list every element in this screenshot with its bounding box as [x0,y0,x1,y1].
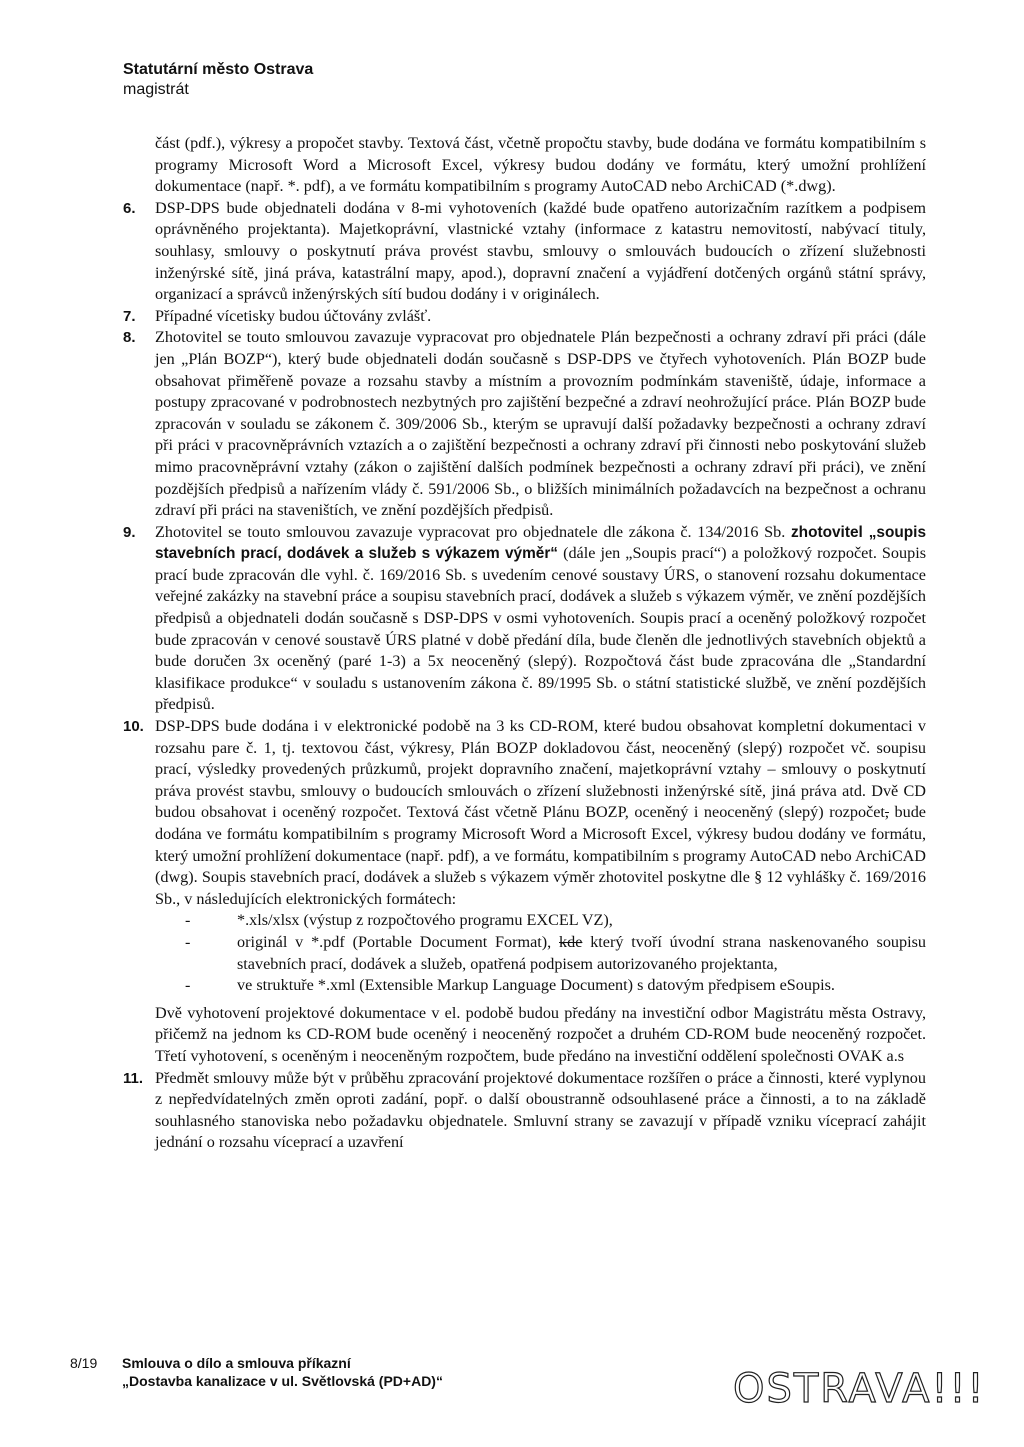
item-text-b: (dále jen „Soupis prací“) a položkový rozpočet. Soupis prací bude zpracován dle vyhl. č. 169/2016 Sb. s uvedením cenové soustavy ÚRS, o stanovení rozsahu dokumentace veřejné zakázky na stavební práce a soupisu stavebních prací, dodávek a služeb s výkazem výměr, ve znění pozdějších předpisů a objednateli dodán současně s DSP-DPS v osmi vyhotoveních. Soupis prací a oceněný položkový rozpočet bude zpracován v cenové soustavě ÚRS platné v době předání díla, bude členěn dle jednotlivých stavebních objektů a bude doručen 3x oceněný (paré 1-3) a 5x neoceněný (slepý). Rozpočtová část bude zpracována dle „Standardní klasifikace produkce“ v souladu s ustanovením zákona č. 89/1995 Sb. o státní statistické službě, ve znění pozdějších předpisů. [155,544,927,714]
item-6 [123,198,926,306]
item-text: Předmět smlouvy může být v průběhu zpracování projektové dokumentace rozšířen o práce a činnosti, které vyplynou z nepředvídatelných změn oproti zadání, popř. o další oboustranně odsouhlasené práce a činnosti, a to na základě souhlasného stanoviska nebo požadavku objednatele. Smluvní strany se zavazují v případě vzniku víceprací zahájit jednání o rozsahu víceprací a uzavření [155,1068,926,1152]
item-7 [123,306,926,328]
item-text: Případné vícetisky budou účtovány zvlášť. [155,306,432,325]
item-number: 11. [123,1069,144,1087]
item-text-a: Zhotovitel se touto smlouvou zavazuje vypracovat pro objednatele dle zákona č. 134/2016 Sb. [155,522,786,541]
footer-line-2: „Dostavba kanalizace v ul. Světlovská (PD+AD)“ [122,1373,443,1389]
document-body [123,133,926,1154]
struck-word: kde [559,932,583,951]
footer-text [122,1354,522,1390]
item-text: DSP-DPS bude objednateli dodána v 8-mi vyhotoveních (každé bude opatřeno autorizačním razítkem a podpisem oprávněného projektanta). Majetkoprávní, vlastnické vztahy (informace z katastru nemovitostí, nabývací tituly, souhlasy, smlouvy o poskytnutí práva provést stavbu, smlouvy o smlouvách budoucích o zřízení služebnosti inženýrské sítě, jiná práva, katastrální mapy, apod.), dopravní značení a vyjádření dotčených orgánů státní správy, organizací a správců inženýrských sítí budou dodány i v originálech. [155,198,926,304]
list-item [185,910,926,932]
list-item-text-a: originál v *.pdf (Portable Document Format), [237,932,560,951]
header [123,60,313,99]
item-text: Zhotovitel se touto smlouvou zavazuje vypracovat pro objednatele Plán bezpečnosti a ochrany zdraví při práci (dále jen „Plán BOZP“), který bude objednateli dodán současně s DSP-DPS ve čtyřech vyhotoveních. Plán BOZP bude obsahovat přiměřeně povaze a rozsahu stavby a místním a provozním podmínkám staveniště, údaje, informace a postupy zpracované v podrobnostech nezbytných pro zajištění bezpečné a zdraví neohrožující práce. Plán BOZP bude zpracován v souladu se zákonem č. 309/2006 Sb., kterým se upravují další požadavky bezpečnosti a ochrany zdraví při práci v pracovněprávních vztazích a o zajištění bezpečnosti a ochrany zdraví při činnosti nebo poskytování služeb mimo pracovněprávní vztahy (zákon o zajištění dalších podmínek bezpečnosti a ochrany zdraví při práci), ve znění pozdějších předpisů a nařízením vlády č. 591/2006 Sb., o bližších minimálních požadavcích na bezpečnost a ochranu zdraví při práci na staveništích, ve znění pozdějších předpisů. [155,328,926,520]
after-list-paragraph: Dvě vyhotovení projektové dokumentace v el. podobě budou předány na investiční odbor Magistrátu města Ostravy, přičemž na jednom ks CD-ROM bude oceněný i neoceněný rozpočet a druhém CD-ROM bude neoceněný rozpočet. Třetí vyhotovení, s oceněným i neoceněným rozpočtem, bude předáno na investiční oddělení společnosti OVAK a.s [155,1003,926,1065]
list-item-text: *.xls/xlsx (výstup z rozpočtového programu EXCEL VZ), [237,911,613,930]
item-number: 8. [123,329,136,347]
item-number: 10. [123,718,144,736]
item-text-b: bude dodána ve formátu kompatibilním s programy Microsoft Word a Microsoft Excel, výkresy budou dodány ve formátu, který umožní prohlížení dokumentace (např. pdf), a ve formátu, kompatibilním s programy AutoCAD nebo ArchiCAD (dwg). Soupis stavebních prací, dodávek a služeb s výkazem výměr zhotovitel poskytne dle § 12 vyhlášky č. 169/2016 Sb., v následujících elektronických formátech: [155,803,926,908]
item-11 [123,1068,926,1154]
item-number: 9. [123,523,136,541]
ostrava-logo [733,1366,993,1410]
page-number: 8/19 [70,1355,98,1371]
struck-comma: , [884,803,889,822]
item-bold-text: zhotovitel „soupis stavebních prací, dodávek a služeb s výkazem výměr“ [155,523,927,563]
item-10 [123,716,926,1068]
intro-paragraph: část (pdf.), výkresy a propočet stavby. Textová část, včetně propočtu stavby, bude dodána ve formátu kompatibilním s programy Microsoft Word a Microsoft Excel, výkresy budou dodány ve formátu, který umožní prohlížení dokumentace (např. *. pdf), a ve formátu kompatibilním s programy AutoCAD nebo ArchiCAD (*.dwg). [155,134,926,196]
list-item [185,932,926,975]
logo-wordmark: OSTRAVA!!! [733,1366,986,1410]
list-item-text: ve struktuře *.xml (Extensible Markup Language Document) s datovým předpisem eSoupis. [237,976,835,995]
item-number: 6. [123,199,136,217]
format-list [155,910,926,996]
item-9 [123,522,926,716]
list-item-text-b: který tvoří úvodní strana naskenovaného soupisu stavebních prací, dodávek a služeb, opatřená podpisem autorizovaného projektanta, [237,932,926,973]
item-text-a: DSP-DPS bude dodána i v elektronické podobě na 3 ks CD-ROM, které budou obsahovat kompletní dokumentaci v rozsahu pare č. 1, tj. textovou část, výkresy, Plán BOZP dokladovou část, neoceněný (slepý) rozpočet vč. soupisu prací, výsledky provedených průzkumů, projekt dopravního značení, majetkoprávní vztahy – smlouvy o poskytnutí práva provést stavbu, smlouvy o budoucích smlouvách o zřízení služebnosti inženýrské sítě, jiná práva atd. Dvě CD budou obsahovat i oceněný rozpočet. Textová část včetně Plánu BOZP, oceněný i neoceněný (slepý) rozpočet [155,717,926,822]
item-8 [123,327,926,521]
bullet-dash: - [185,976,191,995]
header-subtitle: magistrát [123,81,189,98]
header-title: Statutární město Ostrava [123,61,314,78]
footer-line-1: Smlouva o dílo a smlouva příkazní [122,1355,351,1371]
bullet-dash: - [185,911,191,930]
list-item [185,975,926,997]
item-number: 7. [123,307,136,325]
bullet-dash: - [185,932,191,951]
